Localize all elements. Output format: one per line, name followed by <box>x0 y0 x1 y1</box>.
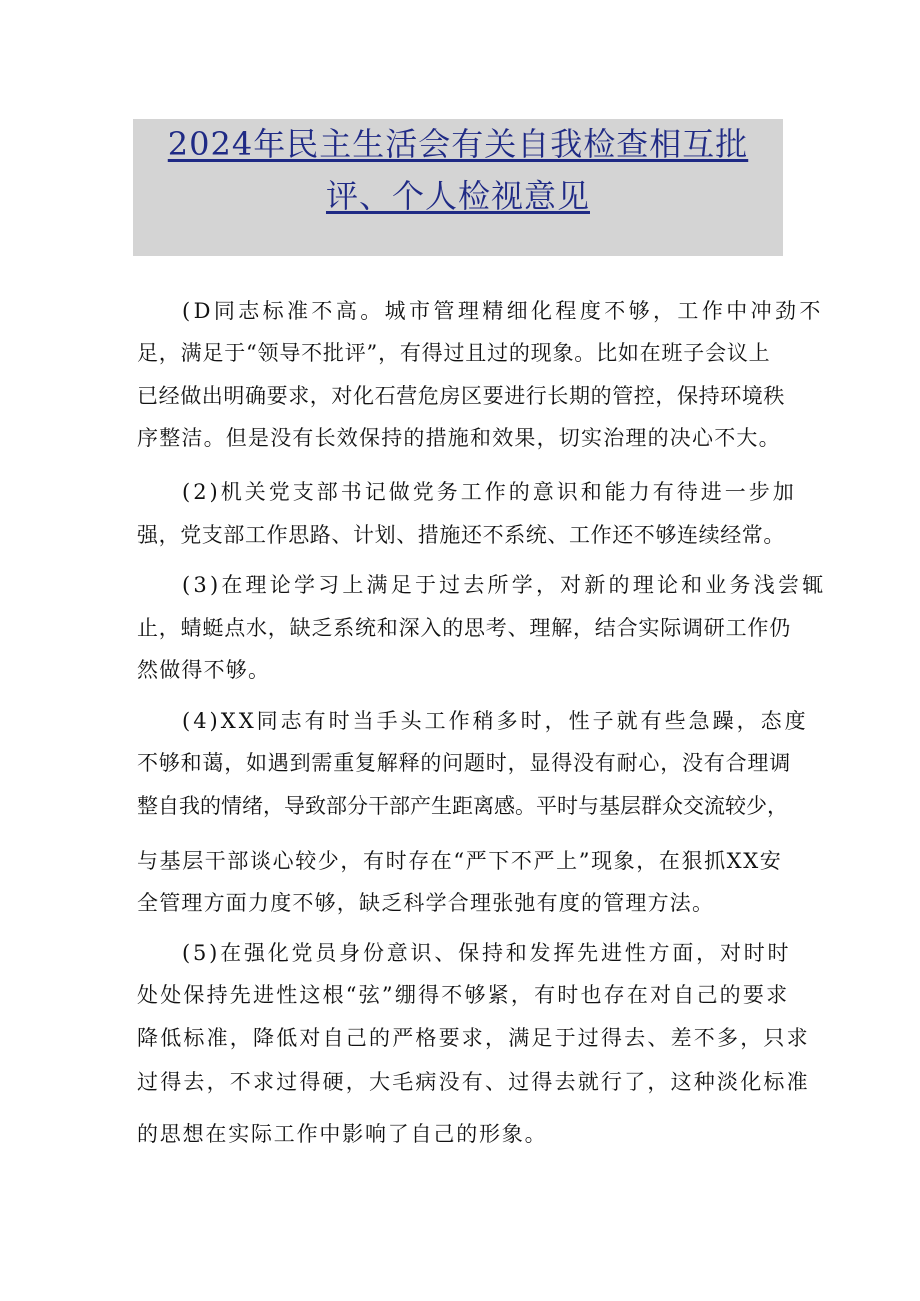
paragraph-4-line-2: 不够和蔼，如遇到需重复解释的问题时，显得没有耐心，没有合理调 <box>137 751 791 775</box>
paragraph-3-line-1: (3)在理论学习上满足于过去所学，对新的理论和业务浅尝辄 <box>182 573 827 597</box>
paragraph-2-line-1: (2)机关党支部书记做党务工作的意识和能力有待进一步加 <box>182 480 797 504</box>
paragraph-1-line-1: (D同志标准不高。城市管理精细化程度不够，工作中冲劲不 <box>182 299 824 323</box>
paragraph-4-line-5: 全管理方面力度不够，缺乏科学合理张弛有度的管理方法。 <box>137 891 715 915</box>
paragraph-2-line-2: 强，党支部工作思路、计划、措施还不系统、工作还不够连续经常。 <box>137 523 785 547</box>
paragraph-4-line-3: 整自我的情绪，导致部分干部产生距离感。平时与基层群众交流较少， <box>137 794 788 818</box>
paragraph-1-line-3: 已经做出明确要求，对化石营危房区要进行长期的管控，保持环境秩 <box>137 384 785 408</box>
paragraph-4-line-1: (4)XX同志有时当手头工作稍多时，性子就有些急躁，态度 <box>182 709 809 733</box>
paragraph-4-line-4: 与基层干部谈心较少，有时存在“严下不严上”现象，在狠抓XX安 <box>137 849 783 873</box>
page-title-line-1: 2024年民主生活会有关自我检查相互批 <box>167 125 749 163</box>
paragraph-3-line-3: 然做得不够。 <box>137 658 271 682</box>
page-title-line-2: 评、个人检视意见 <box>325 177 590 215</box>
paragraph-5-line-4: 过得去，不求过得硬，大毛病没有、过得去就行了，这种淡化标准 <box>137 1070 810 1094</box>
paragraph-1-line-2: 足，满足于“领导不批评”，有得过且过的现象。比如在班子会议上 <box>137 341 771 365</box>
paragraph-5-line-3: 降低标准，降低对自己的严格要求，满足于过得去、差不多，只求 <box>137 1026 810 1050</box>
paragraph-1-line-4: 序整洁。但是没有长效保持的措施和效果，切实治理的决心不大。 <box>137 426 781 450</box>
paragraph-5-line-5: 的思想在实际工作中影响了自己的形象。 <box>137 1122 548 1146</box>
paragraph-3-line-2: 止，蜻蜓点水，缺乏系统和深入的思考、理解，结合实际调研工作仍 <box>137 616 791 640</box>
paragraph-5-line-1: (5)在强化党员身份意识、保持和发挥先进性方面，对时时 <box>182 941 792 965</box>
paragraph-5-line-2: 处处保持先进性这根“弦”绷得不够紧，有时也存在对自己的要求 <box>137 983 790 1007</box>
